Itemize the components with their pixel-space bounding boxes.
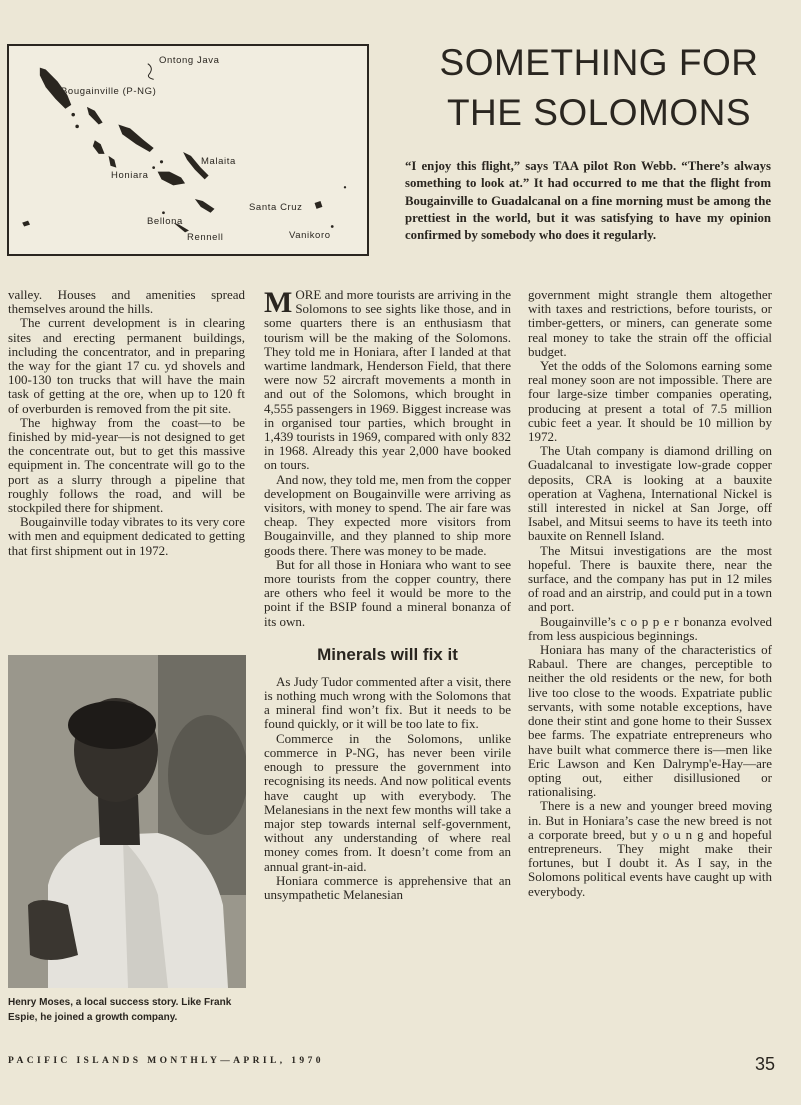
title-line-1: SOMETHING FOR [439, 42, 759, 83]
col1-paragraph: valley. Houses and amenities spread themselves around the hills. [8, 287, 245, 317]
column-1 [8, 288, 245, 558]
photo-caption: Henry Moses, a local success story. Like Frank Espie, he joined a growth company. [8, 997, 232, 1023]
portrait-photo [8, 655, 246, 988]
col2-paragraph: But for all those in Honiara who want to see more tourists from the copper country, there are others who feel it would be more to the point if the BSIP found a mineral bonanza of its own. [264, 556, 511, 629]
santa-cruz-island [315, 201, 323, 209]
col2-paragraph: As Judy Tudor commented after a visit, there is nothing much wrong with the Solomons that a mineral find won’t fix. But it needs to be found quickly, or it will be too late to fix. [264, 673, 511, 732]
article-title [404, 38, 794, 138]
col3-paragraph: government might strangle them altogether with taxes and restrictions, before tourists, or timber-getters, or miners, can generate some real money to take the strain off the official budget. [528, 287, 772, 359]
col2-first-text: ORE and more tourists are arriving in the Solomons to see sights like those, and in some quarters there is an enthusiasm that tourism will be the making of the Solomons. They told me in Honiara, after I landed at that wartime landmark, Henderson Field, that there were now 52 aircraft movements a month in and out of the Solomons, which brought in 4,555 passengers in 1969. Biggest increase was in organised tour parties, which brought in 1,439 tourists in 1969, compared with only 832 in 1968. Already this year 2,000 have booked on tours. [264, 287, 511, 473]
subheading: Minerals will fix it [317, 644, 458, 664]
map-label-honiara: Honiara [111, 170, 149, 181]
col1-paragraph: The highway from the coast—to be finished by mid-year—is not designed to get the concentrate out, but to get this massive equipment in. The concentrate will go to the port as a slurry through a pipeline that roughly follows the road, and will be stockpiled there for shipment. [8, 414, 245, 516]
makira-island [195, 199, 215, 213]
running-footer: PACIFIC ISLANDS MONTHLY—APRIL, 1970 [8, 1056, 324, 1066]
column-2 [264, 288, 511, 902]
page-number: 35 [754, 1054, 775, 1074]
col3-paragraph: Yet the odds of the Solomons earning some real money soon are not impossible. There are four large-size timber companies operating, producing at present a total of 7.5 million cubic feet a year. It should be 10 million by 1972. [528, 358, 772, 445]
article-intro: “I enjoy this flight,” says TAA pilot Ron Webb. “There’s always something to look at.” It had occurred to me that the flight from Bougainville to Guadalcanal on a fine morning must be among the prettiest in the world, but it was satisfying to have my opinion confirmed by somebody who does it regularly. [405, 159, 771, 243]
guadalcanal-island [158, 172, 185, 186]
title-line-2: THE SOLOMONS [446, 92, 752, 133]
col2-paragraph: And now, they told me, men from the copper development on Bougainville were arriving as visitors, with money to spend. The air fare was cheap. They expected more visitors from Bougainville, and they planned to ship more goods there. There was money to be made. [264, 471, 511, 558]
col3-paragraph: The Mitsui investigations are the most hopeful. There is bauxite there, near the surface, and the company has put in 12 miles of road and an airstrip, and could put in a town and port. [528, 542, 772, 615]
solomons-map [7, 44, 369, 256]
col2-first-paragraph [264, 288, 511, 473]
map-label-santa-cruz: Santa Cruz [249, 202, 303, 213]
col1-paragraph: Bougainville today vibrates to its very core with men and equipment dedicated to getting that first shipment out in 1972. [8, 514, 245, 558]
isabel-island [118, 124, 153, 151]
col1-paragraph: The current development is in clearing sites and erecting permanent buildings, including the concentrator, and in preparing the way for the giant 17 cu. yd shovels and 100-130 ton trucks that will have the main task of getting at the ore, when up to 120 ft of overburden is removed from the pit site. [8, 315, 245, 416]
col3-paragraph: Bougainville’s c o p p e r bonanza evolved from less auspicious beginnings. [528, 613, 772, 643]
col2-paragraph: Honiara commerce is apprehensive that an unsympathetic Melanesian [264, 872, 511, 902]
col3-paragraph: The Utah company is diamond drilling on Guadalcanal to investigate low-grade copper deposits, CRA is looking at a bauxite operation at Vaghena, International Nickel is still interested in nickel at San Jorge, off Isabel, and Mitsui seems to have its teeth into bauxite on Rennell Island. [528, 443, 772, 544]
column-3 [528, 288, 772, 899]
drop-cap: M [264, 286, 293, 319]
col2-paragraph: Commerce in the Solomons, unlike commerce in P-NG, has never been virile enough to pressure the government into recognising its needs. And now political events have caught up with everybody. The Melanesians in the next few months will take a major step towards internal self-government, without any understanding of where real money comes from. It doesn’t come from an annual grant-in-aid. [264, 730, 511, 874]
map-label-vanikoro: Vanikoro [289, 230, 331, 241]
map-label-rennell: Rennell [187, 232, 224, 243]
new-georgia-island [93, 140, 105, 154]
map-label-ontong-java: Ontong Java [159, 55, 220, 66]
col3-paragraph: There is a new and younger breed moving in. But in Honiara’s case the new breed is not a corporate breed, but y o u n g and hopeful entrepreneurs. They might make their fortunes, but I doubt it. As I say, in the Solomons political events have caught up with everybody. [528, 798, 772, 899]
map-label-bougainville: Bougainville (P-NG) [61, 86, 157, 97]
choiseul-island [87, 107, 103, 125]
map-islands [9, 46, 367, 254]
map-label-bellona: Bellona [147, 216, 183, 227]
map-label-malaita: Malaita [201, 156, 236, 167]
col3-paragraph: Honiara has many of the characteristics of Rabaul. There are changes, perceptible to neither the old residents or the new, for both live too close to the woods. Expatriate public servants, with some notable exceptions, have done their stint and gone home to their Sussex bee farms. The expatriate entrepreneurs who have built what commerce there is—men like Eric Lawson and Ken Dalrymp'e-Hay—are opting out, either disillusioned or rationalising. [528, 642, 772, 800]
